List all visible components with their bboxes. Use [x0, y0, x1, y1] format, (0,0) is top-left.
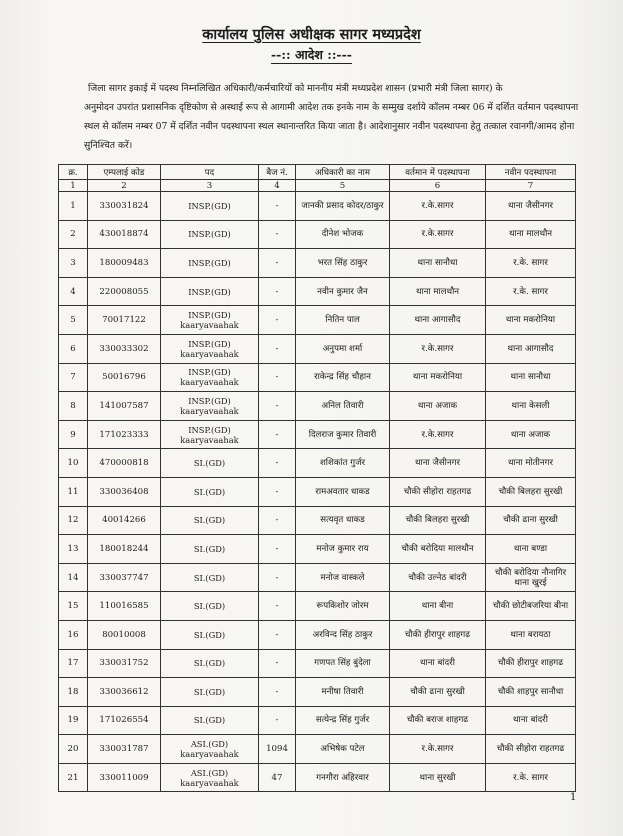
cell-officer-name: नितिन पाल [296, 306, 390, 335]
cell-employee-code: 330031824 [88, 192, 161, 221]
table-row [59, 592, 576, 621]
cell-new-posting: र.के. सागर [486, 277, 576, 306]
col-number: 2 [88, 180, 161, 192]
cell-current-posting: चौकी बराज शाहगढ [390, 706, 486, 735]
cell-officer-name: अनिल तिवारी [296, 392, 390, 421]
cell-employee-code: 330036612 [88, 678, 161, 707]
col-number: 4 [259, 180, 296, 192]
cell-current-posting: थाना सुरखी [390, 763, 486, 792]
table-row [59, 763, 576, 792]
col-number: 5 [296, 180, 390, 192]
cell-employee-code: 50016796 [88, 363, 161, 392]
cell-employee-code: 330011009 [88, 763, 161, 792]
cell-post: INSP.(GD) kaaryavaahak [161, 363, 259, 392]
cell-sno: 21 [59, 763, 88, 792]
col-number: 3 [161, 180, 259, 192]
cell-badge: - [259, 392, 296, 421]
cell-officer-name: राकेन्द्र सिंह चौहान [296, 363, 390, 392]
table-row [59, 649, 576, 678]
cell-badge: - [259, 277, 296, 306]
cell-sno: 2 [59, 220, 88, 249]
order-heading: --:: आदेश ::--- [270, 47, 352, 62]
cell-officer-name: अनुपमा शर्मा [296, 334, 390, 363]
table-row [59, 220, 576, 249]
cell-sno: 10 [59, 449, 88, 478]
cell-badge: - [259, 506, 296, 535]
cell-officer-name: शशिकांत गुर्जर [296, 449, 390, 478]
cell-badge: 1094 [259, 735, 296, 764]
table-row [59, 735, 576, 764]
table-header-row [59, 165, 576, 180]
cell-sno: 15 [59, 592, 88, 621]
cell-employee-code: 330037747 [88, 563, 161, 592]
cell-officer-name: जानकी प्रसाद कोदर/ठाकुर [296, 192, 390, 221]
cell-officer-name: मनोज कुमार राय [296, 535, 390, 564]
cell-post: INSP.(GD) kaaryavaahak [161, 420, 259, 449]
cell-post: SI.(GD) [161, 620, 259, 649]
cell-new-posting: चौकी छोटीबजरिया बीना [486, 592, 576, 621]
cell-sno: 7 [59, 363, 88, 392]
cell-new-posting: र.के. सागर [486, 249, 576, 278]
cell-badge: 47 [259, 763, 296, 792]
cell-new-posting: चौकी ढाना सुरखी [486, 506, 576, 535]
cell-sno: 3 [59, 249, 88, 278]
cell-badge: - [259, 678, 296, 707]
cell-current-posting: चौकी बरोदिया मालथौन [390, 535, 486, 564]
cell-badge: - [259, 563, 296, 592]
table-row [59, 192, 576, 221]
header-current-posting: वर्तमान में पदस्थापना [390, 165, 486, 180]
table-row [59, 477, 576, 506]
cell-post: INSP.(GD) [161, 249, 259, 278]
cell-badge: - [259, 220, 296, 249]
cell-officer-name: रामअवतार धाकड [296, 477, 390, 506]
table-row [59, 392, 576, 421]
cell-badge: - [259, 535, 296, 564]
cell-new-posting: थाना मोतीनगर [486, 449, 576, 478]
cell-officer-name: रूपकिशोर जोरम [296, 592, 390, 621]
header-officer-name: अधिकारी का नाम [296, 165, 390, 180]
cell-badge: - [259, 363, 296, 392]
cell-new-posting: थाना अजाक [486, 420, 576, 449]
cell-officer-name: गणपत सिंह बुंदेला [296, 649, 390, 678]
cell-post: SI.(GD) [161, 535, 259, 564]
cell-badge: - [259, 620, 296, 649]
order-text-body: अनुमोदन उपरांत प्रशासनिक दृष्टिकोण से अस्थाई रूप से आगामी आदेश तक इनके नाम के सम्मुख दर्शाये कॉलम नम्बर 06 में दर्शित वर्तमान पदस्थापना स्थल से कॉलम नम्बर 07 में दर्शित नवीन पदस्थापना स्थल स्थानान्तरित किया जाता है। आदेशानुसार नवीन पदस्थापना हेतु तत्काल रवानगी/आमद होना सुनिश्चित करें। [84, 102, 579, 151]
cell-sno: 19 [59, 706, 88, 735]
cell-badge: - [259, 334, 296, 363]
cell-badge: - [259, 477, 296, 506]
cell-post: SI.(GD) [161, 678, 259, 707]
cell-employee-code: 141007587 [88, 392, 161, 421]
col-number: 1 [59, 180, 88, 192]
cell-new-posting: थाना आगासौद [486, 334, 576, 363]
cell-current-posting: चौकी सीहोरा राहतगढ [390, 477, 486, 506]
cell-current-posting: चौकी बिलहरा सुरखी [390, 506, 486, 535]
cell-officer-name: गनगौरा अहिरवार [296, 763, 390, 792]
cell-new-posting: चौकी बरोदिया नौनागिर थाना खुरई [486, 563, 576, 592]
cell-badge: - [259, 192, 296, 221]
table-body [59, 192, 576, 792]
cell-employee-code: 430018874 [88, 220, 161, 249]
cell-new-posting: र.के. सागर [486, 763, 576, 792]
cell-employee-code: 220008055 [88, 277, 161, 306]
cell-officer-name: सत्यवृत धाकड [296, 506, 390, 535]
cell-post: ASI.(GD) kaaryavaahak [161, 735, 259, 764]
cell-sno: 13 [59, 535, 88, 564]
table-row [59, 563, 576, 592]
cell-current-posting: र.के.सागर [390, 420, 486, 449]
cell-employee-code: 470000818 [88, 449, 161, 478]
cell-new-posting: चौकी बिलहरा सुरखी [486, 477, 576, 506]
header-new-posting: नवीन पदस्थापना [486, 165, 576, 180]
cell-current-posting: थाना जैसीनगर [390, 449, 486, 478]
col-number: 6 [390, 180, 486, 192]
cell-current-posting: थाना बांदरी [390, 649, 486, 678]
cell-post: SI.(GD) [161, 706, 259, 735]
table-row [59, 449, 576, 478]
cell-current-posting: थाना अजाक [390, 392, 486, 421]
cell-sno: 6 [59, 334, 88, 363]
cell-sno: 14 [59, 563, 88, 592]
cell-new-posting: थाना सानौधा [486, 363, 576, 392]
cell-post: INSP.(GD) [161, 277, 259, 306]
cell-current-posting: थाना आगासौद [390, 306, 486, 335]
cell-new-posting: थाना बण्डा [486, 535, 576, 564]
table-column-number-row [59, 180, 576, 192]
table-row [59, 334, 576, 363]
order-paragraph [84, 79, 583, 155]
cell-badge: - [259, 706, 296, 735]
header-badge: बैज नं. [259, 165, 296, 180]
cell-sno: 9 [59, 420, 88, 449]
cell-new-posting: चौकी शाहपुर सानौधा [486, 678, 576, 707]
order-text-line1: जिला सागर इकाई में पदस्थ निम्नलिखित अधिकारी/कर्मचारियों को माननीय मंत्री मध्यप्रदेश शासन (प्रभारी मंत्री जिला सागर) के [88, 83, 503, 94]
office-title: कार्यालय पुलिस अधीक्षक सागर मध्यप्रदेश [202, 26, 421, 43]
cell-sno: 17 [59, 649, 88, 678]
header-sno: क्र. [59, 165, 88, 180]
cell-officer-name: दिलराज कुमार तिवारी [296, 420, 390, 449]
cell-sno: 5 [59, 306, 88, 335]
cell-new-posting: चौकी हीरापुर शाहगढ [486, 649, 576, 678]
cell-post: SI.(GD) [161, 592, 259, 621]
cell-current-posting: थाना सानौधा [390, 249, 486, 278]
cell-new-posting: थाना जैसीनगर [486, 192, 576, 221]
cell-post: INSP.(GD) kaaryavaahak [161, 392, 259, 421]
cell-employee-code: 110016585 [88, 592, 161, 621]
cell-new-posting: थाना बांदरी [486, 706, 576, 735]
cell-employee-code: 40014266 [88, 506, 161, 535]
cell-officer-name: मनीषा तिवारी [296, 678, 390, 707]
table-row [59, 678, 576, 707]
cell-post: SI.(GD) [161, 477, 259, 506]
cell-employee-code: 180018244 [88, 535, 161, 564]
cell-sno: 16 [59, 620, 88, 649]
table-row [59, 249, 576, 278]
cell-post: SI.(GD) [161, 563, 259, 592]
table-row [59, 277, 576, 306]
cell-current-posting: चौकी उल्नेठ बांदरी [390, 563, 486, 592]
cell-employee-code: 70017122 [88, 306, 161, 335]
table-row [59, 306, 576, 335]
cell-employee-code: 330033302 [88, 334, 161, 363]
table-row [59, 535, 576, 564]
cell-new-posting: थाना बरायठा [486, 620, 576, 649]
cell-post: INSP.(GD) kaaryavaahak [161, 334, 259, 363]
table-row [59, 363, 576, 392]
cell-post: SI.(GD) [161, 506, 259, 535]
table-row [59, 506, 576, 535]
cell-badge: - [259, 306, 296, 335]
cell-current-posting: चौकी ढाना सुरखी [390, 678, 486, 707]
cell-sno: 4 [59, 277, 88, 306]
cell-current-posting: र.के.सागर [390, 220, 486, 249]
cell-employee-code: 171023333 [88, 420, 161, 449]
cell-officer-name: अरविन्द सिंह ठाकुर [296, 620, 390, 649]
cell-new-posting: थाना मकरोनिया [486, 306, 576, 335]
col-number: 7 [486, 180, 576, 192]
cell-current-posting: र.के.सागर [390, 334, 486, 363]
cell-post: INSP.(GD) [161, 220, 259, 249]
table-row [59, 706, 576, 735]
header-employee-code: एम्पलाई कोड [88, 165, 161, 180]
header-post: पद [161, 165, 259, 180]
cell-sno: 8 [59, 392, 88, 421]
cell-employee-code: 330031787 [88, 735, 161, 764]
cell-employee-code: 171026554 [88, 706, 161, 735]
cell-post: INSP.(GD) [161, 192, 259, 221]
cell-badge: - [259, 249, 296, 278]
cell-badge: - [259, 592, 296, 621]
cell-current-posting: चौकी हीरापुर शाहगढ [390, 620, 486, 649]
cell-post: ASI.(GD) kaaryavaahak [161, 763, 259, 792]
cell-employee-code: 330031752 [88, 649, 161, 678]
cell-employee-code: 180009483 [88, 249, 161, 278]
cell-current-posting: र.के.सागर [390, 735, 486, 764]
cell-post: INSP.(GD) kaaryavaahak [161, 306, 259, 335]
cell-new-posting: थाना केसली [486, 392, 576, 421]
cell-current-posting: थाना मालथौन [390, 277, 486, 306]
cell-badge: - [259, 420, 296, 449]
transfer-table [58, 164, 576, 792]
cell-officer-name: दीनेश भोजक [296, 220, 390, 249]
cell-sno: 20 [59, 735, 88, 764]
cell-officer-name: मनोज वास्कले [296, 563, 390, 592]
cell-current-posting: थाना बीना [390, 592, 486, 621]
cell-employee-code: 80010008 [88, 620, 161, 649]
cell-new-posting: चौकी सीहोरा राहतगढ [486, 735, 576, 764]
cell-sno: 1 [59, 192, 88, 221]
cell-badge: - [259, 649, 296, 678]
cell-current-posting: र.के.सागर [390, 192, 486, 221]
cell-officer-name: सत्येन्द्र सिंह गुर्जर [296, 706, 390, 735]
cell-new-posting: थाना मालथौन [486, 220, 576, 249]
cell-employee-code: 330036408 [88, 477, 161, 506]
table-row [59, 620, 576, 649]
cell-officer-name: अभिषेक पटेल [296, 735, 390, 764]
cell-officer-name: नवीन कुमार जैन [296, 277, 390, 306]
cell-current-posting: थाना मकरोनिया [390, 363, 486, 392]
cell-post: SI.(GD) [161, 449, 259, 478]
cell-officer-name: भरत सिंह ठाकुर [296, 249, 390, 278]
page-number: 1 [570, 792, 577, 803]
cell-sno: 11 [59, 477, 88, 506]
cell-post: SI.(GD) [161, 649, 259, 678]
table-row [59, 420, 576, 449]
cell-sno: 12 [59, 506, 88, 535]
cell-sno: 18 [59, 678, 88, 707]
cell-badge: - [259, 449, 296, 478]
